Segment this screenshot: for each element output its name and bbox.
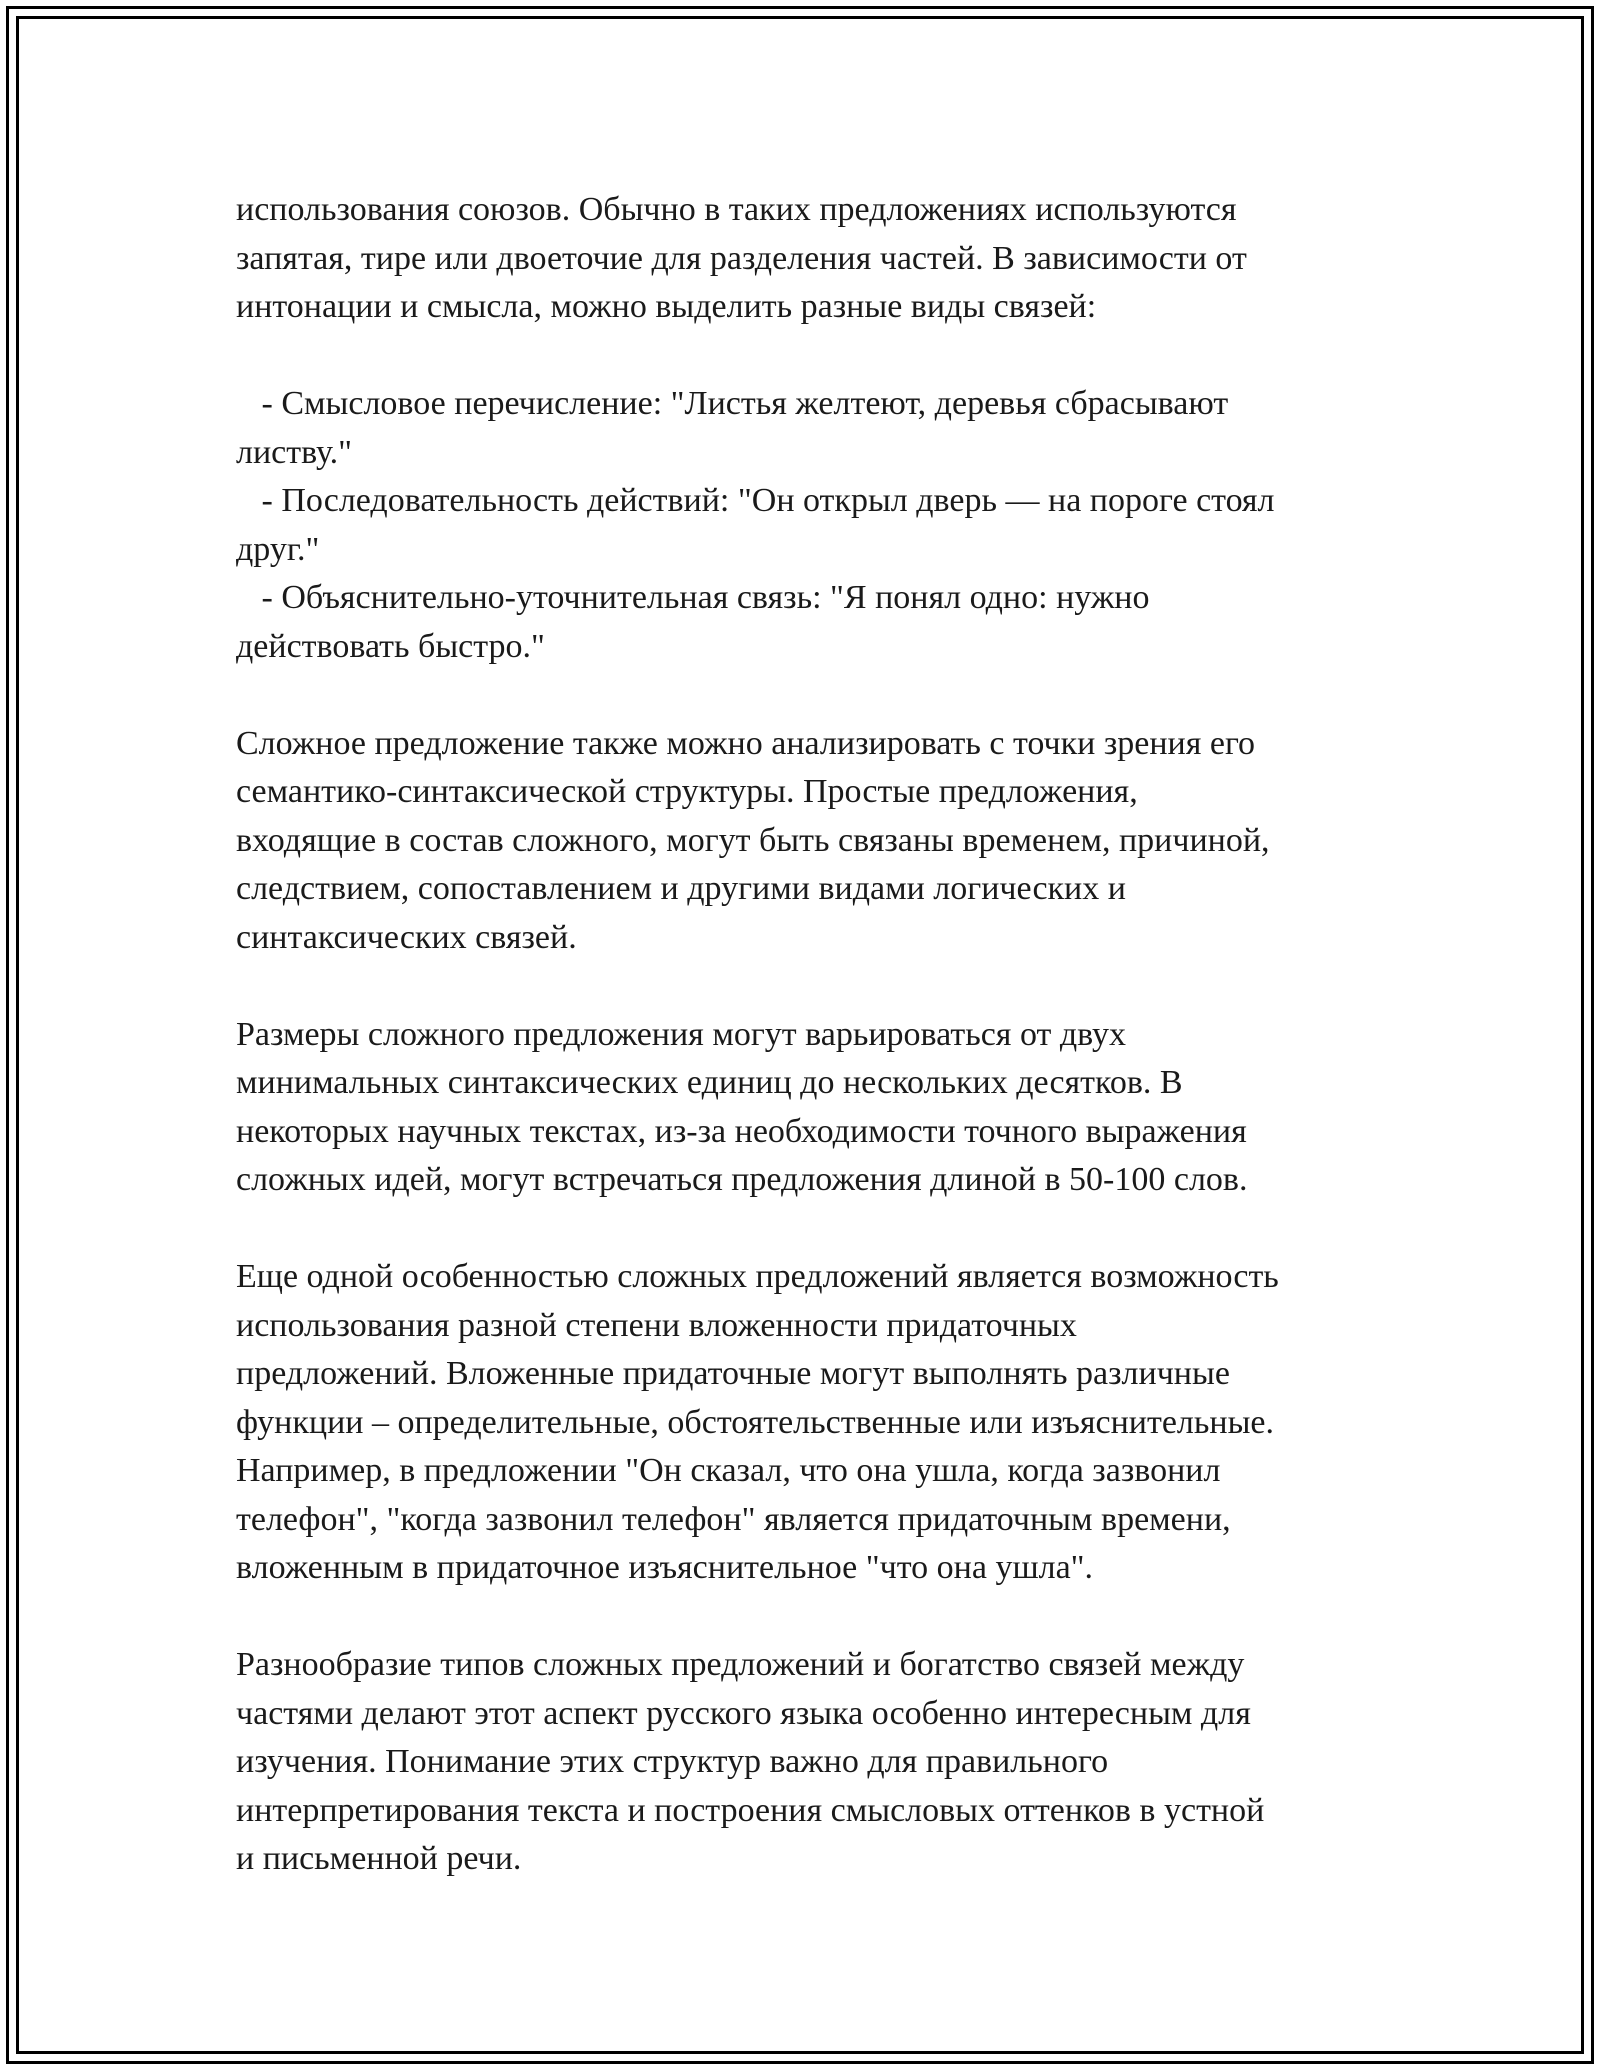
- paragraph-gap: [236, 1205, 1396, 1254]
- paragraph-gap: [236, 332, 1396, 381]
- paragraph-gap: [236, 1593, 1396, 1642]
- list-item-line: - Объяснительно-уточнительная связь: "Я понял одно: нужно: [236, 579, 1150, 616]
- list-item-line: - Последовательность действий: "Он открыл дверь — на пороге стоял: [236, 482, 1275, 519]
- text-line: минимальных синтаксических единиц до нескольких десятков. В: [236, 1064, 1183, 1101]
- paragraph-1: [236, 186, 1396, 332]
- text-line: и письменной речи.: [236, 1840, 522, 1877]
- text-line: сложных идей, могут встречаться предложения длиной в 50-100 слов.: [236, 1161, 1248, 1198]
- text-line: синтаксических связей.: [236, 918, 577, 956]
- list-item-line: действовать быстро.": [236, 627, 545, 665]
- text-line: функции – определительные, обстоятельственные или изъяснительные.: [236, 1403, 1275, 1441]
- text-line: использования разной степени вложенности придаточных: [236, 1306, 1077, 1344]
- text-line: Размеры сложного предложения могут варьироваться от двух: [236, 1015, 1127, 1053]
- paragraph-6: [236, 1641, 1396, 1884]
- text-line: Сложное предложение также можно анализировать с точки зрения его: [236, 724, 1256, 762]
- text-line: Разнообразие типов сложных предложений и богатство связей между: [236, 1646, 1245, 1683]
- paragraph-gap: [236, 671, 1396, 720]
- list-item-line: друг.": [236, 530, 320, 568]
- list-item-line: - Смысловое перечисление: "Листья желтеют, деревья сбрасывают: [236, 385, 1229, 422]
- paragraph-gap: [236, 962, 1396, 1011]
- text-line: частями делают этот аспект русского языка особенно интересным для: [236, 1694, 1251, 1732]
- document-body: [236, 186, 1396, 1884]
- text-line: Например, в предложении "Он сказал, что она ушла, когда зазвонил: [236, 1452, 1221, 1489]
- paragraph-list: [236, 380, 1396, 671]
- text-line: входящие в состав сложного, могут быть связаны временем, причиной,: [236, 821, 1270, 859]
- text-line: предложений. Вложенные придаточные могут выполнять различные: [236, 1355, 1230, 1392]
- text-line: следствием, сопоставлением и другими видами логических и: [236, 870, 1126, 907]
- list-item-line: листву.": [236, 433, 352, 471]
- text-line: семантико-синтаксической структуры. Простые предложения,: [236, 773, 1138, 810]
- text-line: запятая, тире или двоеточие для разделения частей. В зависимости от: [236, 239, 1247, 277]
- text-line: вложенным в придаточное изъяснительное "что она ушла".: [236, 1549, 1094, 1586]
- text-line: использования союзов. Обычно в таких предложениях используются: [236, 191, 1237, 228]
- text-line: интонации и смысла, можно выделить разные виды связей:: [236, 288, 1097, 325]
- paragraph-5: [236, 1253, 1396, 1593]
- paragraph-3: [236, 720, 1396, 963]
- text-line: Еще одной особенностью сложных предложений является возможность: [236, 1258, 1279, 1295]
- text-line: некоторых научных текстах, из-за необходимости точного выражения: [236, 1112, 1247, 1150]
- paragraph-4: [236, 1011, 1396, 1205]
- text-line: телефон", "когда зазвонил телефон" является придаточным времени,: [236, 1500, 1231, 1538]
- text-line: интерпретирования текста и построения смысловых оттенков в устной: [236, 1791, 1265, 1829]
- text-line: изучения. Понимание этих структур важно для правильного: [236, 1743, 1109, 1780]
